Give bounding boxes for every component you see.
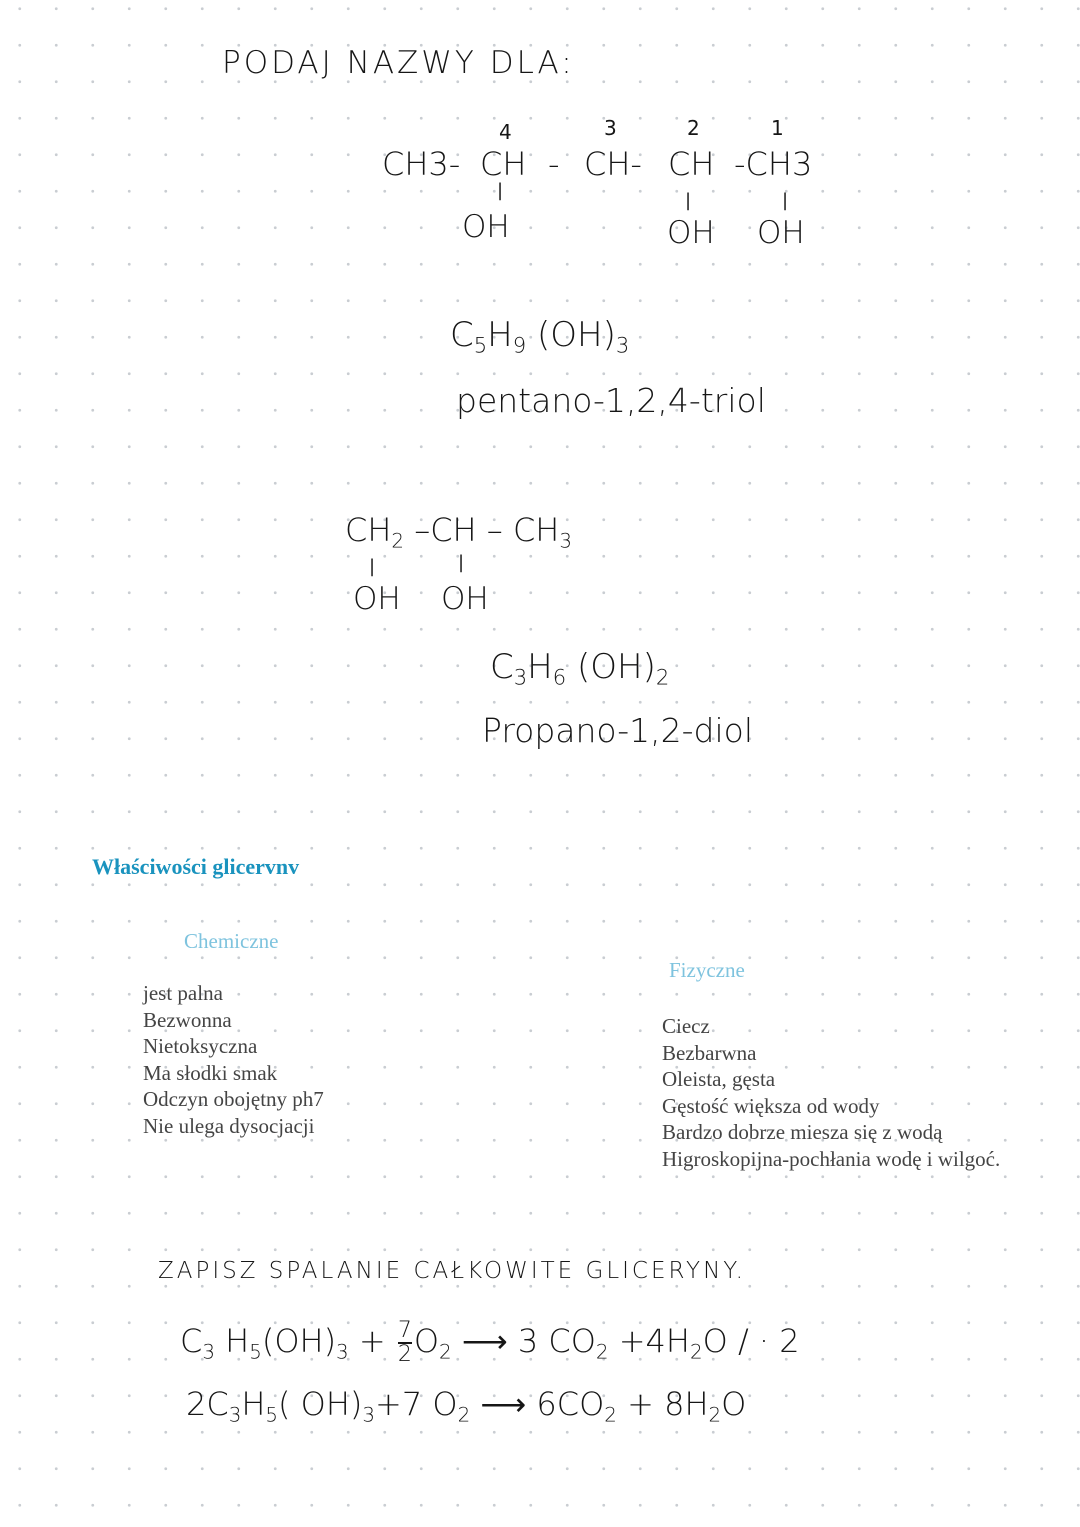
chain-ch3-left: CH3- [382, 145, 461, 183]
list-item: Oleista, gęsta [662, 1067, 776, 1091]
compound2-chain: $CH_2$ $-CH - CH_3$ [345, 511, 572, 553]
list-item: jest palna [143, 981, 223, 1005]
physical-properties-title: Fizyczne [669, 958, 745, 982]
list-item: Ciecz [662, 1014, 710, 1038]
physical-properties-list [662, 1013, 1000, 1172]
compound2-formula: $C_3H_6$ $(OH)_2$ [490, 647, 670, 690]
chemical-properties-list [143, 980, 324, 1139]
hydroxyl-c2: OH [667, 215, 715, 251]
bond-c2-oh-2: | [458, 552, 465, 573]
list-item: Higroskopijna-pochłania wodę i wilgoć. [662, 1146, 1001, 1171]
bond-c2-oh: | [685, 190, 692, 211]
hydroxyl-c1-2: OH [353, 581, 401, 617]
fraction-seven-halves: $\frac{7}{2}$ [397, 1318, 412, 1367]
list-item: Ma słodki smak [143, 1060, 278, 1085]
chain-bond: - [548, 145, 560, 183]
carbon-number-1: 1 [771, 116, 784, 140]
hydroxyl-c4: OH [462, 209, 510, 245]
hydroxyl-c1: OH [757, 215, 805, 251]
hydroxyl-c2-2: OH [441, 581, 489, 617]
compound2-name: Propano-1,2-diol [482, 711, 754, 750]
combustion-heading: ZAPISZ SPALANIE CAŁKOWITE GLICERYNY. [158, 1258, 746, 1284]
chain-ch-c2: CH [668, 145, 715, 183]
chemical-properties-title: Chemiczne [184, 929, 279, 953]
properties-title: Właściwości glicervnv [92, 854, 300, 879]
carbon-number-3: 3 [604, 116, 617, 140]
list-item: Nietoksyczna [143, 1034, 258, 1058]
bond-c1-oh-2: | [369, 556, 376, 577]
compound1-formula: $C_5H_9$ $(OH)_3$ [450, 315, 630, 358]
page-heading: PODAJ NAZWY DLA: [222, 45, 575, 81]
compound1-name: pentano-1,2,4-triol [456, 381, 766, 420]
list-item: Bezbarwna [662, 1040, 757, 1065]
chain-ch-c4: CH [480, 145, 527, 183]
bond-c4-oh: | [497, 180, 504, 201]
chain-ch3-right: -CH3 [734, 145, 813, 183]
combustion-equation-1: $C_3$ $H_5(OH)_3$ + $\frac{7}{2}$ $O_2$ ⟶ 3 $CO_2 +4H_2O$ / · 2 [180, 1318, 800, 1367]
list-item: Gęstość większa od wody [662, 1093, 880, 1118]
list-item: Odczyn obojętny ph7 [143, 1087, 324, 1111]
chain-ch-c3: CH- [584, 145, 642, 183]
combustion-equation-2: $2C_3H_5$( $OH)_3+7$ $O_2$ ⟶ $6CO_2 + 8H_2O$ [186, 1385, 747, 1427]
carbon-number-2: 2 [687, 116, 700, 140]
list-item: Bardzo dobrze miesza się z wodą [662, 1120, 943, 1144]
bond-c1-oh: | [782, 190, 789, 211]
carbon-number-4: 4 [499, 120, 512, 144]
list-item: Bezwonna [143, 1007, 232, 1032]
list-item: Nie ulega dysocjacji [143, 1113, 315, 1138]
